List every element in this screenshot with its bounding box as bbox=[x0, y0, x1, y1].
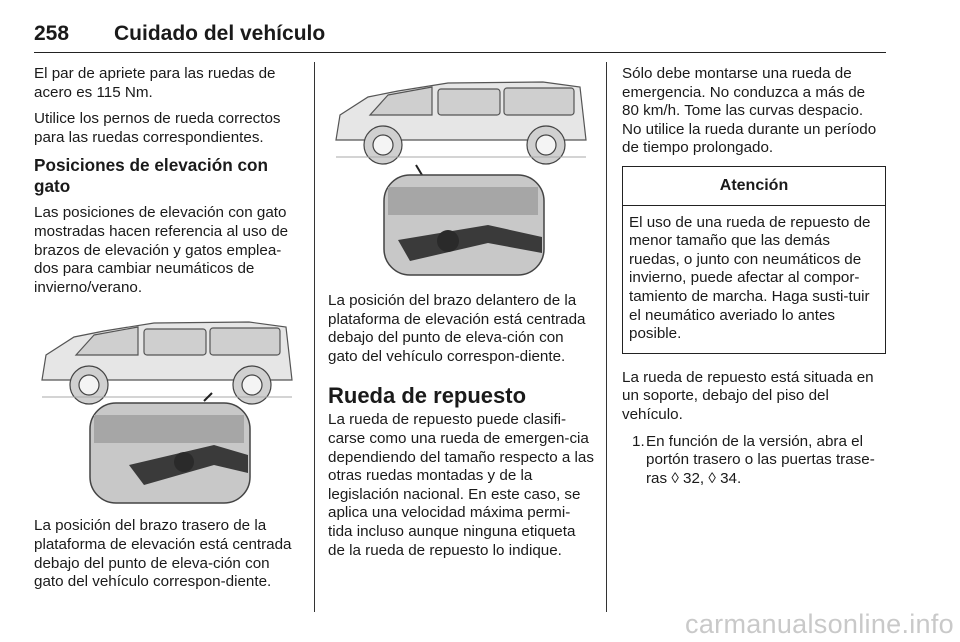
paragraph-jacking: Las posiciones de elevación con gato mostradas hacen referencia al uso de brazos de elevación y gatos emplea‐dos para cambiar neumáticos de invierno/verano. bbox=[34, 204, 289, 296]
column-divider bbox=[314, 62, 315, 612]
list-item bbox=[622, 433, 886, 489]
page-number: 258 bbox=[34, 22, 70, 45]
step-number: 1. bbox=[632, 432, 645, 450]
paragraph-emergency-wheel: Sólo debe montarse una rueda de emergencia. No conduzca a más de 80 km/h. Tome las curvas despacio. No utilice la rueda durante un período de tiempo prolongado. bbox=[622, 65, 877, 157]
paragraph-spare-location: La rueda de repuesto está situada en un soporte, debajo del piso del vehículo. bbox=[622, 368, 874, 423]
attention-title: Atención bbox=[623, 167, 885, 206]
figure-front-lift-arm bbox=[328, 65, 594, 280]
car-illustration-rear bbox=[34, 305, 300, 505]
heading-jacking-positions: Posiciones de elevación con gato bbox=[34, 155, 269, 197]
figure-rear-lift-arm bbox=[34, 305, 300, 505]
attention-box bbox=[622, 166, 886, 354]
column-middle bbox=[328, 65, 594, 568]
page-header bbox=[34, 22, 886, 53]
column-left bbox=[34, 65, 300, 600]
caption-rear-lift-arm: La posición del brazo trasero de la plataforma de elevación está centrada debajo del punto de eleva‐ción con gato del vehículo correspon‐diente. bbox=[34, 517, 292, 591]
column-right bbox=[622, 65, 886, 488]
watermark: carmanualsonline.info bbox=[685, 609, 954, 639]
step-text: En función de la versión, abra el portón trasero o las puertas trase‐ras ◊ 32, ◊ 34. bbox=[646, 432, 875, 487]
column-divider bbox=[606, 62, 607, 612]
paragraph-spare-wheel: La rueda de repuesto puede clasifi‐carse como una rueda de emergen‐cia dependiendo del tamaño respecto a las otras ruedas montadas y de la legislación nacional. En este caso, se aplica una velocidad máxima permi‐tida incluso aunque ninguna etiqueta de la rueda de repuesto lo indique. bbox=[328, 411, 594, 559]
car-illustration-front bbox=[328, 65, 594, 280]
paragraph-wheel-bolts: Utilice los pernos de rueda correctos para las ruedas correspondientes. bbox=[34, 110, 281, 146]
heading-spare-wheel: Rueda de repuesto bbox=[328, 383, 527, 409]
attention-text: El uso de una rueda de repuesto de menor tamaño que las demás ruedas, o junto con neumáticos de invierno, puede afectar al compor‐tamiento de marcha. Haga susti‐tuir el neumático averiado lo antes posible. bbox=[629, 213, 871, 343]
section-title: Cuidado del vehículo bbox=[114, 22, 326, 45]
caption-front-lift-arm: La posición del brazo delantero de la plataforma de elevación está centrada debajo del punto de eleva‐ción con gato del vehículo correspon‐diente. bbox=[328, 292, 586, 365]
paragraph-torque: El par de apriete para las ruedas de acero es 115 Nm. bbox=[34, 65, 276, 101]
